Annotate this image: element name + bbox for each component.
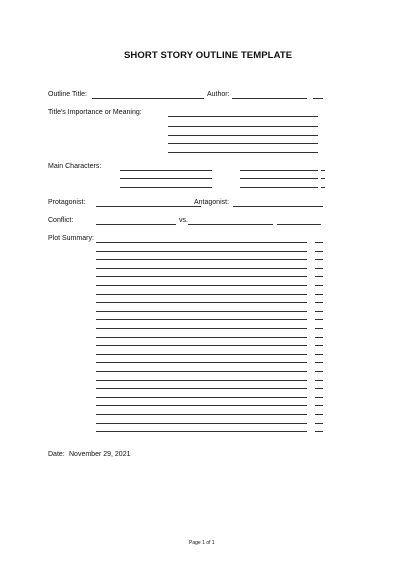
page-title: SHORT STORY OUTLINE TEMPLATE bbox=[124, 50, 293, 61]
author-line-short bbox=[313, 98, 323, 99]
plot-summary-line-short bbox=[315, 251, 323, 252]
plot-summary-line-short bbox=[315, 405, 323, 406]
plot-summary-line bbox=[96, 405, 307, 406]
plot-summary-label: Plot Summary: bbox=[48, 235, 94, 242]
plot-summary-line bbox=[96, 380, 307, 381]
plot-summary-line-short bbox=[315, 319, 323, 320]
plot-summary-line bbox=[96, 371, 307, 372]
plot-summary-line-short bbox=[315, 380, 323, 381]
antagonist-line bbox=[233, 206, 323, 207]
plot-summary-line bbox=[96, 354, 307, 355]
author-label: Author: bbox=[207, 91, 230, 98]
plot-summary-line bbox=[96, 276, 307, 277]
plot-summary-line-short bbox=[315, 268, 323, 269]
plot-summary-line-short bbox=[315, 302, 323, 303]
date-value: November 29, 2021 bbox=[69, 451, 131, 458]
plot-summary-line bbox=[96, 285, 307, 286]
title-importance-label: Title's Importance or Meaning: bbox=[48, 109, 142, 116]
plot-summary-line bbox=[96, 259, 307, 260]
plot-summary-line-short bbox=[315, 388, 323, 389]
plot-summary-line bbox=[96, 311, 307, 312]
plot-summary-line bbox=[96, 251, 307, 252]
plot-summary-line bbox=[96, 302, 307, 303]
outline-title-label: Outline Title: bbox=[48, 91, 87, 98]
plot-summary-line-short bbox=[315, 259, 323, 260]
plot-summary-line-short bbox=[315, 328, 323, 329]
date-label: Date: bbox=[48, 451, 65, 458]
author-line bbox=[232, 98, 307, 99]
plot-summary-line-short bbox=[315, 294, 323, 295]
antagonist-label: Antagonist: bbox=[194, 199, 230, 206]
plot-summary-line-short bbox=[315, 354, 323, 355]
main-characters-label: Main Characters: bbox=[48, 163, 102, 170]
plot-summary-line bbox=[96, 294, 307, 295]
conflict-line-left bbox=[96, 224, 176, 225]
plot-summary-line-short bbox=[315, 337, 323, 338]
outline-title-line bbox=[92, 98, 204, 99]
conflict-label: Conflict: bbox=[48, 217, 74, 224]
plot-summary-line bbox=[96, 337, 307, 338]
plot-summary-line-short bbox=[315, 414, 323, 415]
plot-summary-line bbox=[96, 328, 307, 329]
protagonist-line bbox=[96, 206, 201, 207]
conflict-line-right bbox=[188, 224, 273, 225]
plot-summary-line-short bbox=[315, 345, 323, 346]
plot-summary-line bbox=[96, 388, 307, 389]
plot-summary-line-short bbox=[315, 431, 323, 432]
plot-summary-line bbox=[96, 431, 307, 432]
plot-summary-line-short bbox=[315, 423, 323, 424]
page-number-footer: Page 1 of 1 bbox=[189, 540, 215, 546]
plot-summary-line bbox=[96, 397, 307, 398]
plot-summary-line-short bbox=[315, 371, 323, 372]
plot-summary-line-short bbox=[315, 285, 323, 286]
protagonist-label: Protagonist: bbox=[48, 199, 86, 206]
plot-summary-line-short bbox=[315, 397, 323, 398]
plot-summary-line bbox=[96, 319, 307, 320]
conflict-line-extra bbox=[277, 224, 321, 225]
versus-label: vs. bbox=[179, 217, 188, 224]
plot-summary-line bbox=[96, 362, 307, 363]
plot-summary-line bbox=[96, 414, 307, 415]
plot-summary-line bbox=[96, 345, 307, 346]
plot-summary-line bbox=[96, 268, 307, 269]
plot-summary-line-short bbox=[315, 242, 323, 243]
plot-summary-line-short bbox=[315, 276, 323, 277]
plot-summary-line bbox=[96, 242, 307, 243]
plot-summary-line-short bbox=[315, 362, 323, 363]
plot-summary-line-short bbox=[315, 311, 323, 312]
plot-summary-line bbox=[96, 423, 307, 424]
